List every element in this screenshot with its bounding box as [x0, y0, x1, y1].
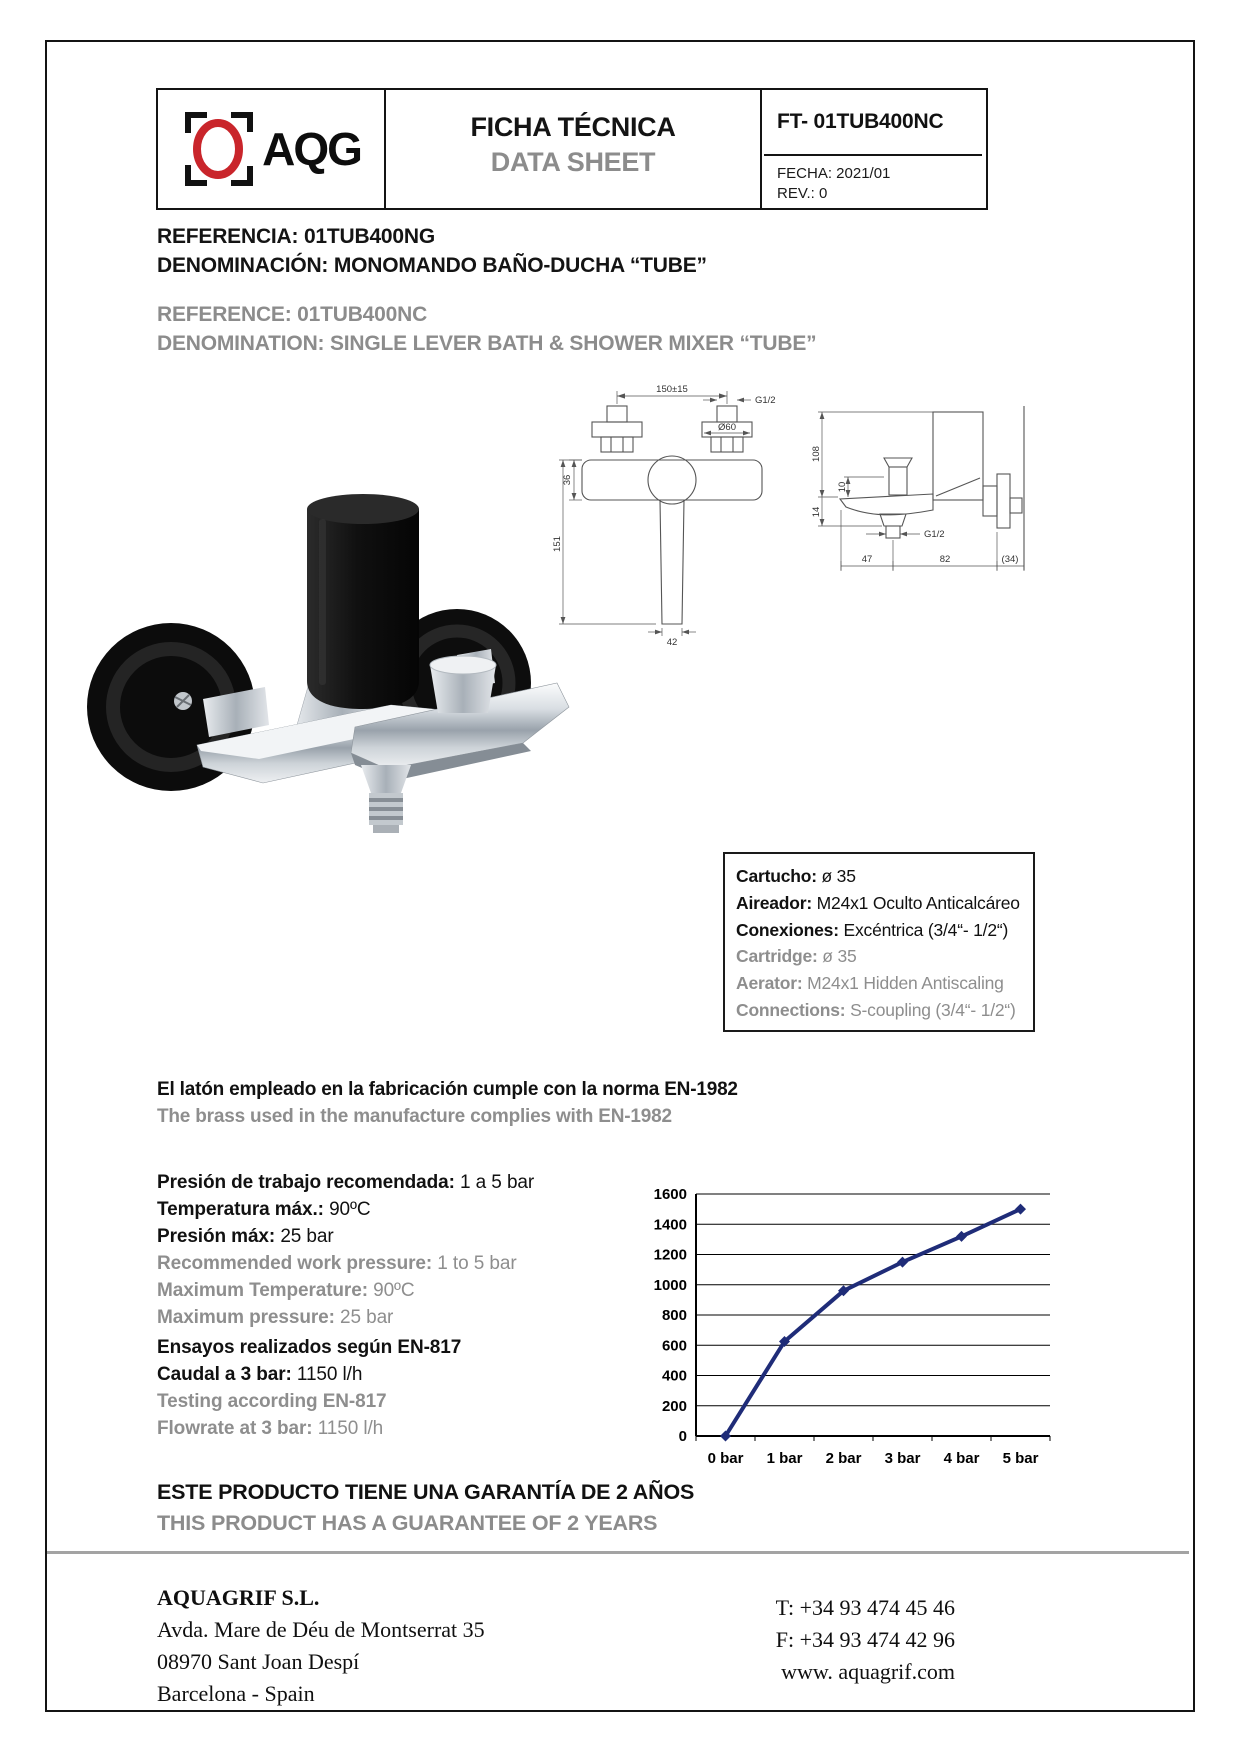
testing-row — [157, 1334, 461, 1361]
logo-text: AQG — [262, 123, 361, 175]
handle-black — [293, 494, 419, 739]
spec-label: Connections: — [736, 999, 846, 1020]
denomination: DENOMINATION: SINGLE LEVER BATH & SHOWER MIXER “TUBE” — [157, 332, 817, 355]
pressure-value: 1 a 5 bar — [454, 1172, 535, 1193]
doc-meta — [764, 158, 982, 204]
specs-box — [723, 852, 1035, 1032]
fax: F: +34 93 474 42 96 — [775, 1627, 955, 1652]
reference-block-es — [157, 222, 707, 280]
svg-text:5 bar: 5 bar — [1002, 1450, 1039, 1467]
svg-text:(34): (34) — [1001, 554, 1019, 565]
company-name: AQUAGRIF S.L. — [157, 1585, 320, 1610]
flow-rate-chart — [636, 1178, 1060, 1478]
svg-text:2 bar: 2 bar — [825, 1450, 862, 1467]
spec-value: Excéntrica (3/4“- 1/2“) — [838, 919, 1009, 940]
diverter-knob — [430, 656, 496, 713]
svg-text:150±15: 150±15 — [656, 384, 688, 395]
spec-value: S-coupling (3/4“- 1/2“) — [845, 999, 1016, 1020]
svg-text:1600: 1600 — [653, 1186, 687, 1203]
denominacion: DENOMINACIÓN: MONOMANDO BAÑO-DUCHA “TUBE” — [157, 254, 707, 277]
svg-text:36: 36 — [562, 474, 573, 486]
brass-norm-es: El latón empleado en la fabricación cumple con la norma EN-1982 — [157, 1079, 738, 1100]
pressure-value: 25 bar — [275, 1226, 334, 1247]
pressure-row — [157, 1223, 534, 1250]
doc-date: FECHA: 2021/01 — [777, 165, 891, 182]
pressure-row — [157, 1196, 534, 1223]
svg-text:800: 800 — [661, 1307, 687, 1324]
website: www. aquagrif.com — [781, 1659, 955, 1684]
svg-text:1000: 1000 — [653, 1276, 687, 1294]
svg-text:151: 151 — [552, 536, 563, 552]
spec-label: Conexiones: — [736, 919, 839, 940]
shower-outlet — [361, 765, 411, 833]
pressure-value: 90ºC — [323, 1199, 371, 1220]
testing-block — [157, 1334, 461, 1442]
pressure-label: Maximum pressure: — [157, 1307, 335, 1328]
address-line: Barcelona - Spain — [157, 1681, 315, 1706]
reference-block-en — [157, 300, 816, 358]
svg-text:82: 82 — [939, 554, 951, 565]
svg-text:600: 600 — [661, 1337, 687, 1355]
guarantee-en: THIS PRODUCT HAS A GUARANTEE OF 2 YEARS — [157, 1511, 658, 1535]
svg-text:14: 14 — [811, 506, 822, 518]
spec-label: Aerator: — [736, 973, 803, 994]
guarantee-es: ESTE PRODUCTO TIENE UNA GARANTÍA DE 2 AÑOS — [157, 1480, 695, 1504]
svg-text:Ø60: Ø60 — [718, 422, 736, 433]
pressure-value: 90ºC — [367, 1280, 415, 1301]
svg-text:G1/2: G1/2 — [924, 529, 945, 540]
testing-value: 1150 l/h — [312, 1418, 384, 1439]
brass-norm — [157, 1076, 738, 1130]
technical-drawing-front — [552, 382, 792, 647]
spec-row — [736, 970, 1022, 997]
address-line: Avda. Mare de Déu de Montserrat 35 — [157, 1617, 485, 1642]
testing-label: Ensayos realizados según EN-817 — [157, 1337, 462, 1358]
pressure-label: Temperatura máx.: — [157, 1199, 324, 1220]
svg-text:G1/2: G1/2 — [755, 395, 776, 406]
testing-row — [157, 1415, 461, 1442]
doc-title-en: DATA SHEET — [490, 147, 656, 177]
referencia: REFERENCIA: 01TUB400NG — [157, 225, 435, 248]
spec-row — [736, 997, 1022, 1024]
spec-label: Cartucho: — [736, 866, 817, 886]
testing-label: Flowrate at 3 bar: — [157, 1418, 313, 1439]
svg-text:108: 108 — [811, 446, 822, 462]
pressure-row — [157, 1169, 534, 1196]
svg-text:1200: 1200 — [653, 1246, 687, 1264]
pressure-row — [157, 1277, 534, 1304]
svg-text:47: 47 — [861, 554, 873, 565]
svg-text:1400: 1400 — [653, 1216, 687, 1234]
brass-norm-en: The brass used in the manufacture complies with EN-1982 — [157, 1106, 672, 1127]
phone: T: +34 93 474 45 46 — [775, 1595, 955, 1620]
svg-text:200: 200 — [661, 1397, 687, 1415]
svg-text:10: 10 — [837, 481, 848, 493]
testing-row — [157, 1388, 461, 1415]
testing-row — [157, 1361, 461, 1388]
pressure-label: Recommended work pressure: — [157, 1253, 433, 1274]
address-line: 08970 Sant Joan Despí — [157, 1649, 360, 1674]
testing-label: Caudal a 3 bar: — [157, 1364, 292, 1385]
guarantee-block — [157, 1477, 694, 1539]
reference: REFERENCE: 01TUB400NC — [157, 303, 428, 326]
pressure-label: Presión de trabajo recomendada: — [157, 1172, 455, 1193]
product-photo — [55, 445, 575, 860]
header-table — [156, 88, 988, 210]
doc-title-es: FICHA TÉCNICA — [470, 112, 676, 142]
footer-address — [157, 1582, 485, 1710]
logo-cell — [158, 90, 386, 208]
doc-code: FT- 01TUB400NC — [764, 90, 982, 156]
svg-text:1 bar: 1 bar — [766, 1450, 803, 1467]
pressure-label: Maximum Temperature: — [157, 1280, 368, 1301]
aqg-logo-icon — [181, 108, 257, 190]
footer-divider — [47, 1551, 1189, 1554]
svg-text:0 bar: 0 bar — [707, 1450, 744, 1467]
pressure-value: 25 bar — [334, 1307, 394, 1328]
spec-value: M24x1 Oculto Anticalcáreo — [812, 892, 1020, 913]
doc-revision: REV.: 0 — [777, 185, 828, 202]
spec-value: M24x1 Hidden Antiscaling — [802, 973, 1004, 994]
testing-label: Testing according EN-817 — [157, 1391, 387, 1412]
spec-label: Aireador: — [736, 892, 812, 913]
svg-text:3 bar: 3 bar — [884, 1450, 921, 1467]
spec-row — [736, 917, 1022, 944]
pressure-value: 1 to 5 bar — [432, 1253, 517, 1274]
spec-label: Cartridge: — [736, 946, 818, 967]
spec-row — [736, 890, 1022, 917]
spec-row — [736, 863, 1022, 890]
pressure-block — [157, 1169, 534, 1331]
svg-text:0: 0 — [678, 1428, 687, 1445]
spec-value: ø 35 — [816, 866, 856, 886]
svg-text:4 bar: 4 bar — [943, 1450, 980, 1467]
pressure-label: Presión máx: — [157, 1226, 276, 1247]
svg-text:400: 400 — [661, 1367, 687, 1385]
pressure-row — [157, 1304, 534, 1331]
footer-contact — [640, 1592, 955, 1688]
title-cell — [386, 90, 762, 208]
testing-value: 1150 l/h — [291, 1364, 363, 1385]
svg-text:42: 42 — [666, 637, 678, 647]
pressure-row — [157, 1250, 534, 1277]
spec-row — [736, 943, 1022, 970]
technical-drawing-side — [808, 398, 1033, 593]
spec-value: ø 35 — [817, 946, 857, 967]
doc-info-cell — [764, 90, 982, 208]
